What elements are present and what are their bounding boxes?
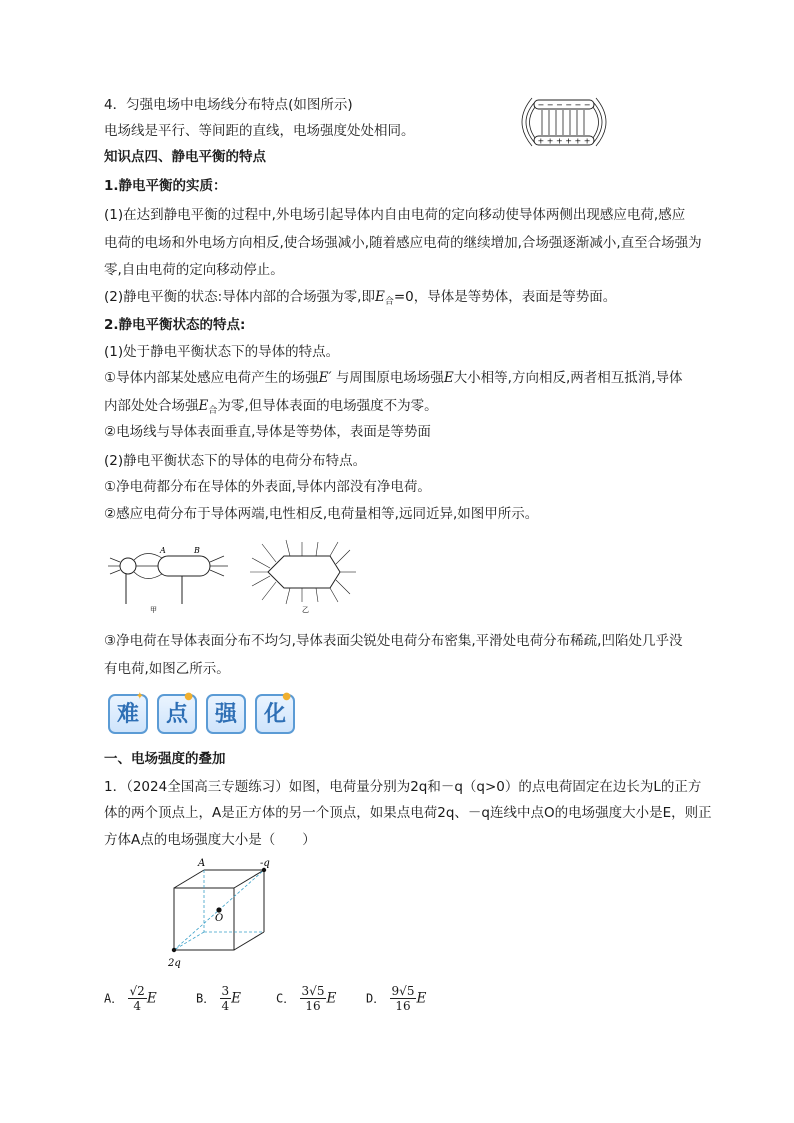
- banner-char-4: 化 ●: [255, 694, 295, 734]
- fig-label-B: B: [194, 546, 200, 555]
- point-1a-cont: 内部处处合场强$E_合$为零,但导体表面的电场强度不为零。: [104, 398, 438, 416]
- cube-label-neg-q: -q: [260, 858, 270, 869]
- para-1b: 电荷的电场和外电场方向相反,使合场强减小,随着感应电荷的继续增加,合场强逐渐减小,直至合场强为: [104, 235, 702, 251]
- question-1c: 方体A点的电场强度大小是（ ）: [104, 832, 316, 848]
- banner-char-2: 点 ●: [157, 694, 197, 734]
- para-1a: (1)在达到静电平衡的过程中,外电场引起导体内自由电荷的定向移动使导体两侧出现感应电荷,感应: [104, 207, 686, 223]
- point-1a: ①导体内部某处感应电荷产生的场强E′ 与周围原电场场强E大小相等,方向相反,两者相互抵消,导体: [104, 370, 683, 386]
- section-4-desc: 电场线是平行、等间距的直线，电场强度处处相同。: [104, 123, 415, 139]
- point-1: (1)处于静电平衡状态下的导体的特点。: [104, 344, 340, 360]
- point-2c-b: 有电荷,如图乙所示。: [104, 661, 230, 677]
- section-4-title: 4．匀强电场中电场线分布特点(如图所示): [104, 97, 353, 113]
- option-c[interactable]: C． $\frac{3√5}{16}$ E: [276, 984, 337, 1013]
- subheading-2: 2.静电平衡状态的特点:: [104, 317, 246, 333]
- fig-bottom-charges: + + + + + +: [537, 136, 591, 146]
- cube-figure: [164, 856, 284, 972]
- banner-char-1: 难 ✦: [108, 694, 148, 734]
- para-1c: 零,自由电荷的定向移动停止。: [104, 262, 284, 278]
- point-2: (2)静电平衡状态下的导体的电荷分布特点。: [104, 453, 367, 469]
- fig-jia-label: 甲: [150, 606, 157, 614]
- cube-label-O: O: [215, 913, 224, 924]
- point-2c-a: ③净电荷在导体表面分布不均匀,导体表面尖锐处电荷分布密集,平滑处电荷分布稀疏,凹陷处几乎没: [104, 633, 683, 649]
- para-2: (2)静电平衡的状态:导体内部的合场强为零,即$E_合=0$，导体是等势体，表面是等势面。: [104, 289, 617, 307]
- fig-label-A: A: [160, 546, 166, 555]
- figure-yi: [246, 536, 358, 614]
- option-b[interactable]: B． $\frac{3}{4}$ E: [196, 984, 242, 1013]
- point-1b: ②电场线与导体表面垂直,导体是等势体，表面是等势面: [104, 424, 431, 440]
- fig-yi-label: 乙: [302, 606, 309, 614]
- option-a[interactable]: A． $\frac{√2}{4}$ E: [104, 984, 157, 1013]
- banner-char-3: 强: [206, 694, 246, 734]
- knowledge-point-4-heading: 知识点四、静电平衡的特点: [104, 149, 266, 165]
- option-d[interactable]: D． $\frac{9√5}{16}$ E: [366, 984, 427, 1013]
- cube-label-2q: 2q: [168, 958, 181, 969]
- cube-label-A: A: [198, 858, 206, 869]
- section-1-heading: 一、电场强度的叠加: [104, 751, 226, 767]
- subheading-1: 1.静电平衡的实质：: [104, 178, 227, 194]
- figure-jia: [106, 540, 230, 616]
- uniform-field-figure: [518, 86, 610, 164]
- point-2b: ②感应电荷分布于导体两端,电性相反,电荷量相等,远同近异,如图甲所示。: [104, 506, 539, 522]
- question-1a: 1．（2024全国高三专题练习）如图，电荷量分别为2q和－q（q>0）的点电荷固定在边长为L的正方: [104, 779, 702, 795]
- point-2a: ①净电荷都分布在导体的外表面,导体内部没有净电荷。: [104, 479, 431, 495]
- question-1b: 体的两个顶点上，A是正方体的另一个顶点，如果点电荷2q、－q连线中点O的电场强度大小是E，则正: [104, 805, 712, 821]
- fig-top-charges: − − − − − −: [537, 100, 591, 110]
